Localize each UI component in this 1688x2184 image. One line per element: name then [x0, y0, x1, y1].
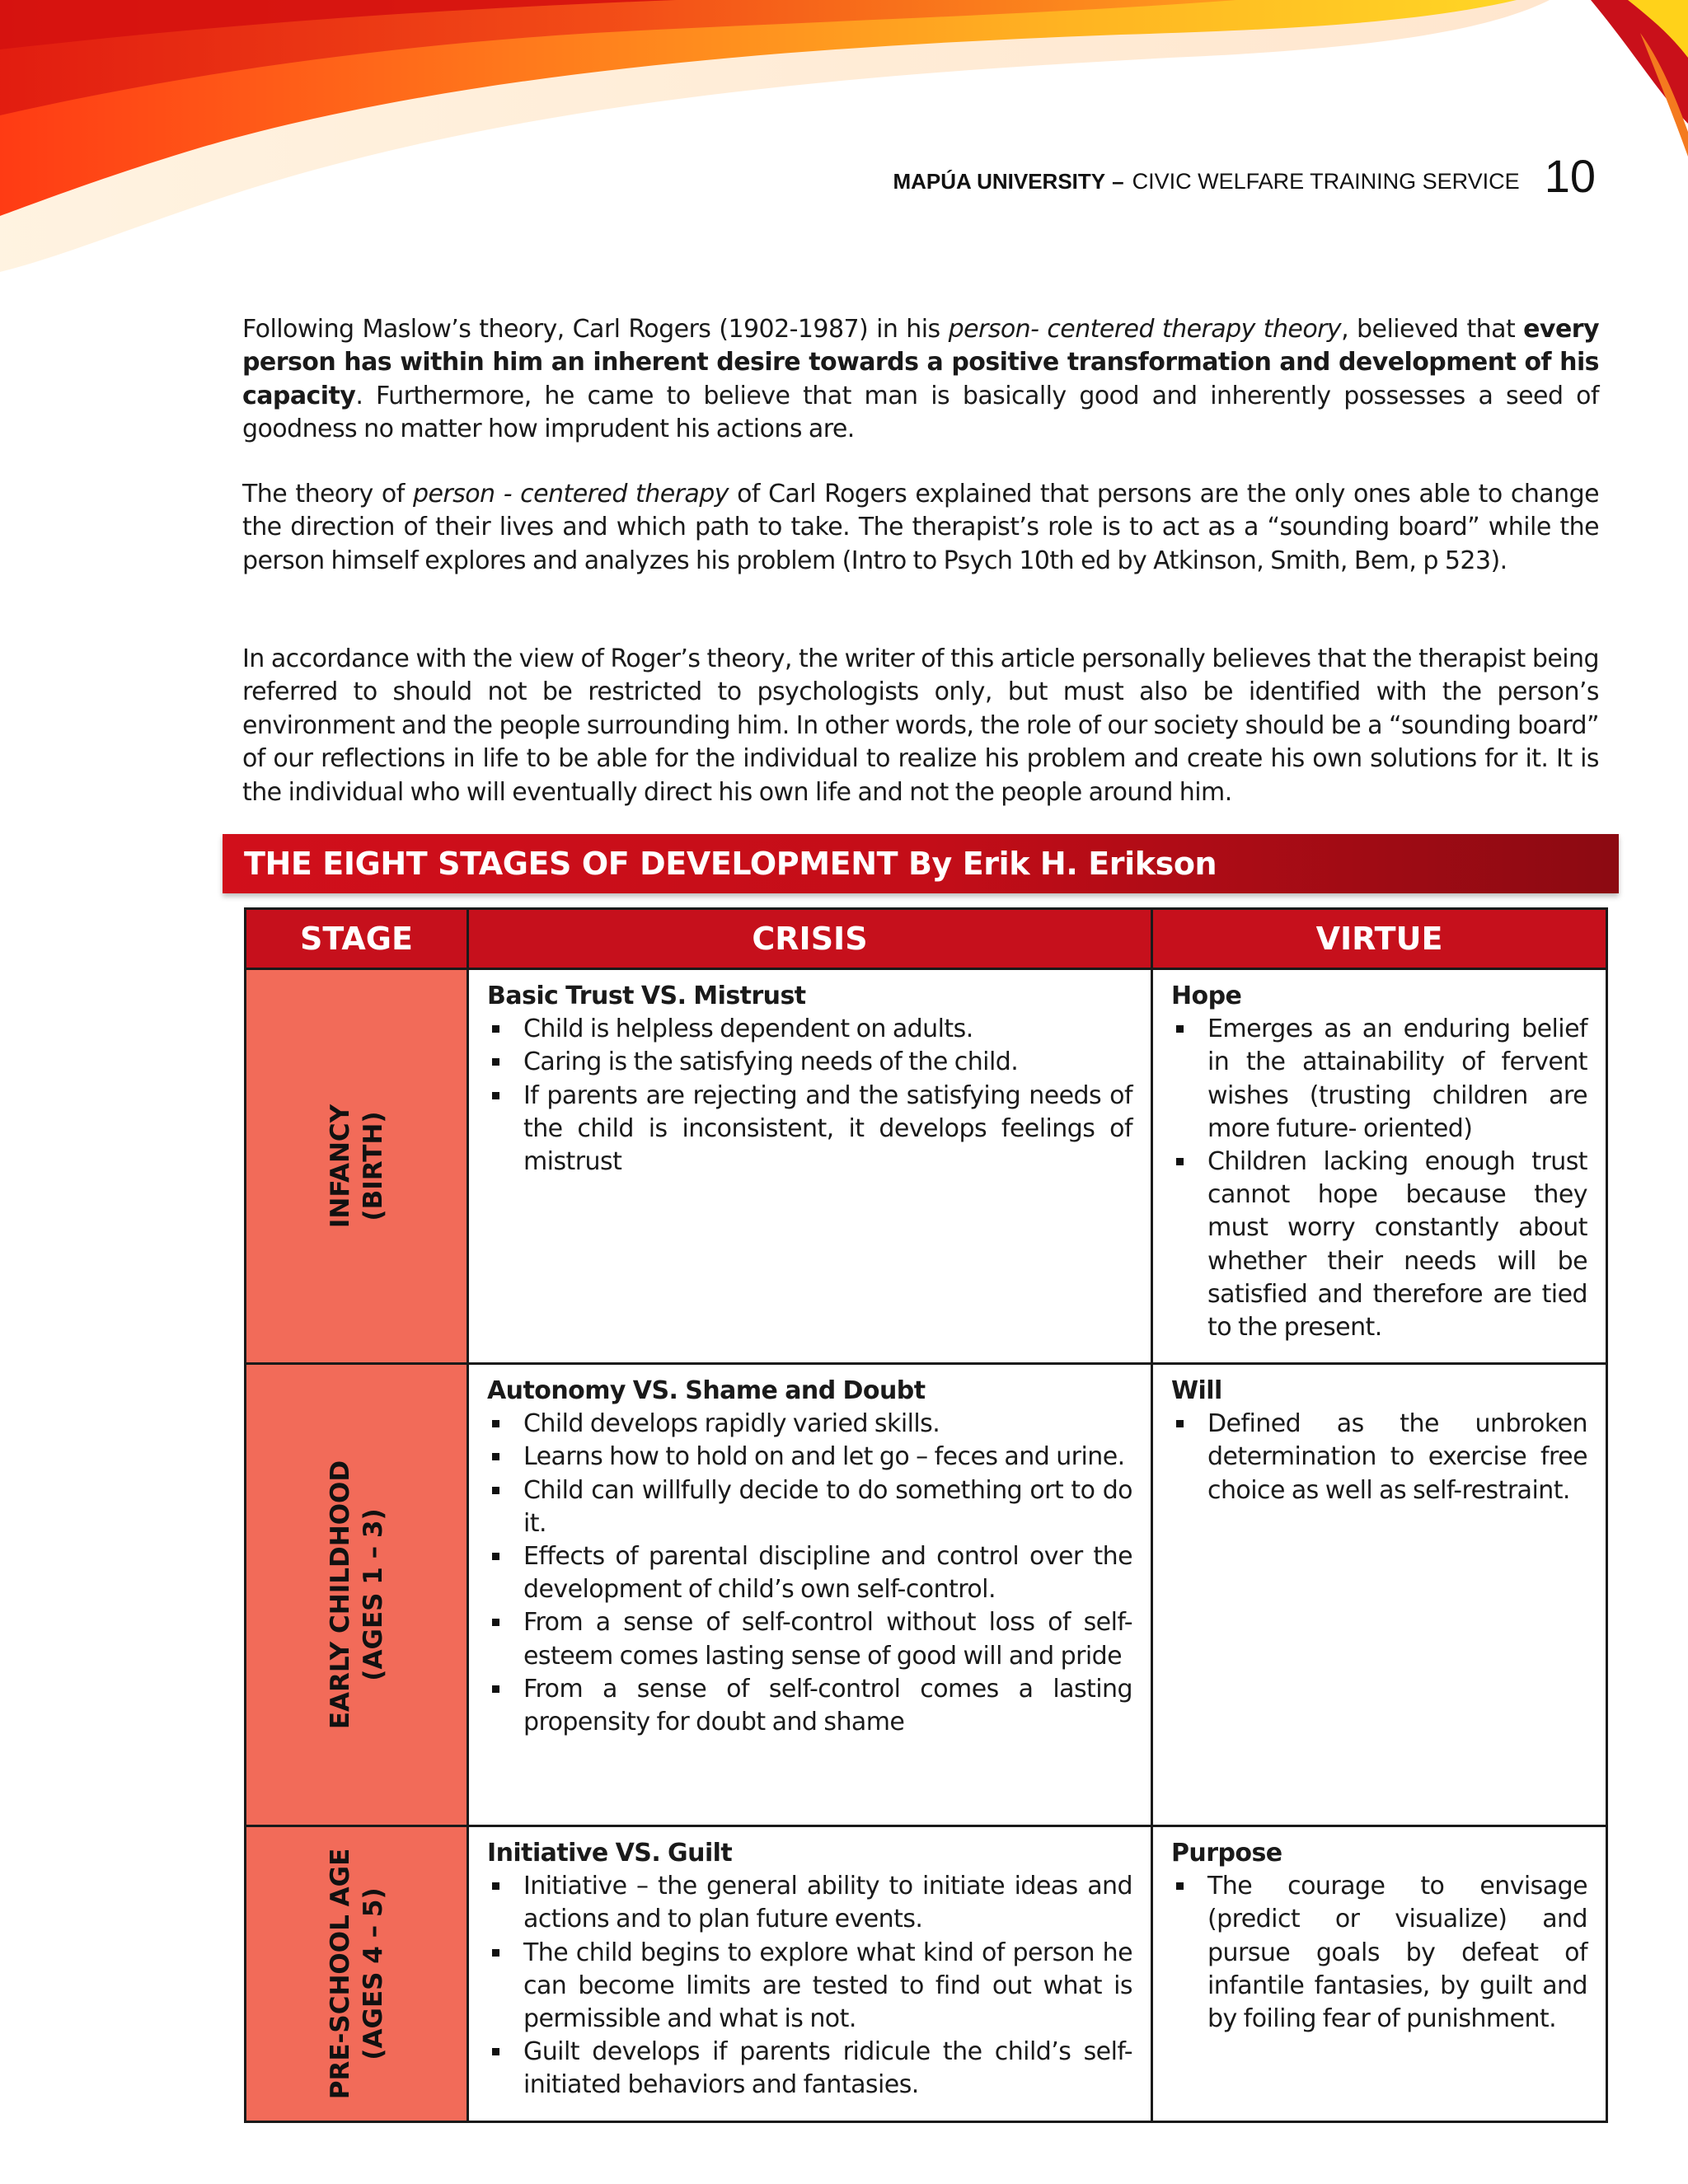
list-item: Child develops rapidly varied skills. [487, 1408, 1132, 1441]
list-item: Guilt develops if parents ridicule the child’s self-initiated behaviors and fantasies. [487, 2036, 1132, 2102]
virtue-title: Hope [1171, 982, 1242, 1010]
crisis-cell [468, 969, 1152, 1364]
list-item: Emerges as an enduring belief in the attainability of fervent wishes (trusting children are more future- oriented) [1171, 1013, 1587, 1146]
header-separator: – [1112, 169, 1124, 194]
crisis-cell [468, 1826, 1152, 2122]
crisis-title: Autonomy VS. Shame and Doubt [487, 1376, 926, 1405]
list-item: The child begins to explore what kind of person he can become limits are tested to find out what is permissible and what is not. [487, 1937, 1132, 2036]
list-item: Children lacking enough trust cannot hope because they must worry constantly about whether their needs will be satisfied and therefore are tied to the present. [1171, 1146, 1587, 1344]
virtue-list [1171, 1013, 1587, 1344]
table-header-row [246, 909, 1607, 969]
virtue-cell [1152, 1826, 1607, 2122]
page-header [893, 148, 1597, 202]
stage-label: EARLY CHILDHOOD (AGES 1 – 3) [325, 1460, 388, 1730]
table-row [246, 1364, 1607, 1826]
list-item: Defined as the unbroken determination to exercise free choice as well as self-restraint. [1171, 1408, 1587, 1507]
list-item: Learns how to hold on and let go – feces and urine. [487, 1441, 1132, 1474]
list-item: Caring is the satisfying needs of the child. [487, 1046, 1132, 1079]
virtue-title: Will [1171, 1376, 1222, 1405]
crisis-title: Basic Trust VS. Mistrust [487, 982, 806, 1010]
crisis-list [487, 1013, 1132, 1179]
header-university: MAPÚA UNIVERSITY [893, 169, 1106, 194]
virtue-title: Purpose [1171, 1839, 1282, 1868]
list-item: Child is helpless dependent on adults. [487, 1013, 1132, 1046]
virtue-list [1171, 1408, 1587, 1507]
crisis-list [487, 1408, 1132, 1739]
paragraph-rogers-intro: Following Maslow’s theory, Carl Rogers (1902-1987) in his person- centered therapy theory, believed that every person has within him an inherent desire towards a positive transformation and development of his capacity. Furthermore, he came to believe that man is basically good and inherently possesses a seed of goodness no matter how imprudent his actions are. [242, 315, 1599, 444]
page-number: 10 [1544, 150, 1596, 202]
table-row [246, 969, 1607, 1364]
list-item: If parents are rejecting and the satisfying needs of the child is inconsistent, it develops feelings of mistrust [487, 1080, 1132, 1179]
paragraph-writer-view: In accordance with the view of Roger’s theory, the writer of this article personally believes that the therapist being referred to should not be restricted to psychologists only, but must also be identified with the person’s environment and the people surrounding him. In other words, the role of our society should be a “sounding board” of our reflections in life to be able for the individual to realize his problem and create his own solutions for it. It is the individual who will eventually direct his own life and not the people around him. [242, 644, 1599, 807]
stage-label: PRE-SCHOOL AGE (AGES 4 – 5) [325, 1848, 388, 2100]
header-crisis: CRISIS [468, 909, 1152, 969]
virtue-cell [1152, 1364, 1607, 1826]
header-stage: STAGE [246, 909, 468, 969]
crisis-cell [468, 1364, 1152, 1826]
crisis-list [487, 1870, 1132, 2102]
virtue-cell [1152, 969, 1607, 1364]
stage-cell [246, 969, 468, 1364]
list-item: From a sense of self-control comes a lasting propensity for doubt and shame [487, 1673, 1132, 1739]
list-item: Child can willfully decide to do something ort to do it. [487, 1474, 1132, 1540]
header-service: CIVIC WELFARE TRAINING SERVICE [1132, 169, 1520, 194]
paragraph-person-centered: The theory of person - centered therapy of Carl Rogers explained that persons are the only ones able to change the direction of their lives and which path to take. The therapist’s role is to act as a “sounding board” while the person himself explores and analyzes his problem (Intro to Psych 10th ed by Atkinson, Smith, Bem, p 523). [242, 480, 1600, 575]
list-item: From a sense of self-control without loss of self-esteem comes lasting sense of good will and pride [487, 1606, 1132, 1672]
table-row [246, 1826, 1607, 2122]
header-virtue: VIRTUE [1152, 909, 1607, 969]
erikson-stages-table [244, 907, 1608, 2123]
stage-cell [246, 1826, 468, 2122]
list-item: The courage to envisage (predict or visualize) and pursue goals by defeat of infantile fantasies, by guilt and by foiling fear of punishment. [1171, 1870, 1587, 2036]
crisis-title: Initiative VS. Guilt [487, 1839, 733, 1868]
list-item: Effects of parental discipline and control over the development of child’s own self-control. [487, 1540, 1132, 1606]
list-item: Initiative – the general ability to initiate ideas and actions and to plan future events. [487, 1870, 1132, 1936]
section-title: THE EIGHT STAGES OF DEVELOPMENT By Erik H. Erikson [223, 834, 1619, 893]
stage-cell [246, 1364, 468, 1826]
header-swoosh-decoration [0, 0, 1688, 272]
stage-label: INFANCY (BIRTH) [325, 1104, 388, 1229]
virtue-list [1171, 1870, 1587, 2036]
